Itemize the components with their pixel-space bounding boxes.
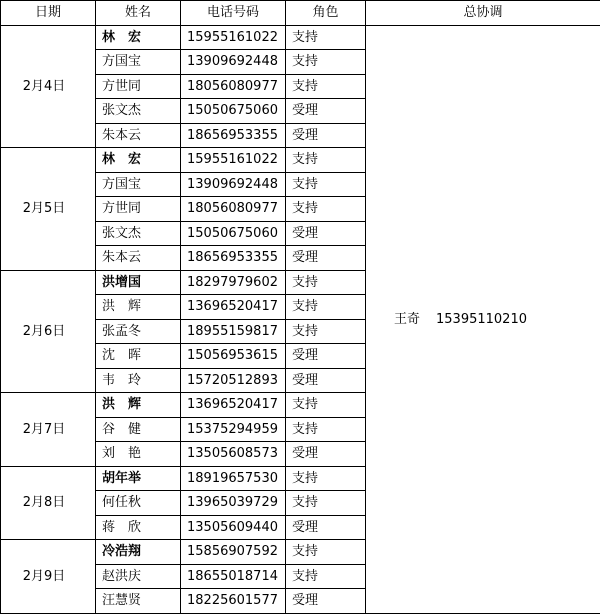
role-cell: 支持 xyxy=(286,393,366,418)
role-cell: 支持 xyxy=(286,295,366,320)
phone-cell: 18056080977 xyxy=(181,197,286,222)
phone-cell: 15955161022 xyxy=(181,148,286,173)
name-cell: 谷 健 xyxy=(96,417,181,442)
name-cell: 沈 晖 xyxy=(96,344,181,369)
name-cell: 胡年举 xyxy=(96,466,181,491)
header-role: 角色 xyxy=(286,1,366,26)
phone-cell: 15856907592 xyxy=(181,540,286,565)
date-cell: 2月9日 xyxy=(1,540,96,614)
phone-cell: 15050675060 xyxy=(181,221,286,246)
coordinator-cell xyxy=(366,25,600,613)
phone-cell: 13696520417 xyxy=(181,393,286,418)
name-cell: 朱本云 xyxy=(96,246,181,271)
phone-cell: 18656953355 xyxy=(181,123,286,148)
name-cell: 赵洪庆 xyxy=(96,564,181,589)
role-cell: 受理 xyxy=(286,515,366,540)
date-cell: 2月7日 xyxy=(1,393,96,467)
role-cell: 支持 xyxy=(286,25,366,50)
phone-cell: 18225601577 xyxy=(181,589,286,614)
role-cell: 支持 xyxy=(286,491,366,516)
role-cell: 受理 xyxy=(286,344,366,369)
phone-cell: 18056080977 xyxy=(181,74,286,99)
role-cell: 受理 xyxy=(286,246,366,271)
role-cell: 受理 xyxy=(286,368,366,393)
name-cell: 林 宏 xyxy=(96,148,181,173)
role-cell: 受理 xyxy=(286,442,366,467)
phone-cell: 13909692448 xyxy=(181,172,286,197)
header-name: 姓名 xyxy=(96,1,181,26)
name-cell: 方国宝 xyxy=(96,172,181,197)
phone-cell: 13965039729 xyxy=(181,491,286,516)
table-row xyxy=(1,25,600,50)
role-cell: 支持 xyxy=(286,270,366,295)
role-cell: 支持 xyxy=(286,172,366,197)
header-date: 日期 xyxy=(1,1,96,26)
date-cell: 2月4日 xyxy=(1,25,96,148)
role-cell: 受理 xyxy=(286,221,366,246)
phone-cell: 18656953355 xyxy=(181,246,286,271)
name-cell: 洪 辉 xyxy=(96,295,181,320)
date-cell: 2月8日 xyxy=(1,466,96,540)
role-cell: 支持 xyxy=(286,564,366,589)
role-cell: 支持 xyxy=(286,319,366,344)
phone-cell: 18655018714 xyxy=(181,564,286,589)
role-cell: 支持 xyxy=(286,74,366,99)
name-cell: 方世同 xyxy=(96,197,181,222)
phone-cell: 13505609440 xyxy=(181,515,286,540)
name-cell: 冷浩翔 xyxy=(96,540,181,565)
header-row xyxy=(1,1,600,26)
name-cell: 洪 辉 xyxy=(96,393,181,418)
name-cell: 张文杰 xyxy=(96,99,181,124)
coordinator-phone: 15395110210 xyxy=(436,311,527,327)
date-cell: 2月6日 xyxy=(1,270,96,393)
role-cell: 支持 xyxy=(286,417,366,442)
phone-cell: 15375294959 xyxy=(181,417,286,442)
role-cell: 受理 xyxy=(286,99,366,124)
phone-cell: 15955161022 xyxy=(181,25,286,50)
name-cell: 韦 玲 xyxy=(96,368,181,393)
role-cell: 支持 xyxy=(286,466,366,491)
coordinator-name: 王奇 xyxy=(394,311,421,327)
phone-cell: 15056953615 xyxy=(181,344,286,369)
name-cell: 洪增国 xyxy=(96,270,181,295)
name-cell: 蒋 欣 xyxy=(96,515,181,540)
role-cell: 受理 xyxy=(286,589,366,614)
name-cell: 方国宝 xyxy=(96,50,181,75)
name-cell: 何任秋 xyxy=(96,491,181,516)
name-cell: 林 宏 xyxy=(96,25,181,50)
phone-cell: 15720512893 xyxy=(181,368,286,393)
name-cell: 朱本云 xyxy=(96,123,181,148)
name-cell: 方世同 xyxy=(96,74,181,99)
name-cell: 汪慧贤 xyxy=(96,589,181,614)
role-cell: 支持 xyxy=(286,148,366,173)
role-cell: 支持 xyxy=(286,50,366,75)
phone-cell: 18297979602 xyxy=(181,270,286,295)
phone-cell: 18919657530 xyxy=(181,466,286,491)
phone-cell: 15050675060 xyxy=(181,99,286,124)
role-cell: 支持 xyxy=(286,540,366,565)
header-coordinator: 总协调 xyxy=(366,1,600,26)
schedule-body xyxy=(1,25,600,613)
role-cell: 支持 xyxy=(286,197,366,222)
phone-cell: 13505608573 xyxy=(181,442,286,467)
role-cell: 受理 xyxy=(286,123,366,148)
name-cell: 张孟冬 xyxy=(96,319,181,344)
header-phone: 电话号码 xyxy=(181,1,286,26)
phone-cell: 18955159817 xyxy=(181,319,286,344)
name-cell: 张文杰 xyxy=(96,221,181,246)
phone-cell: 13696520417 xyxy=(181,295,286,320)
date-cell: 2月5日 xyxy=(1,148,96,271)
phone-cell: 13909692448 xyxy=(181,50,286,75)
name-cell: 刘 艳 xyxy=(96,442,181,467)
